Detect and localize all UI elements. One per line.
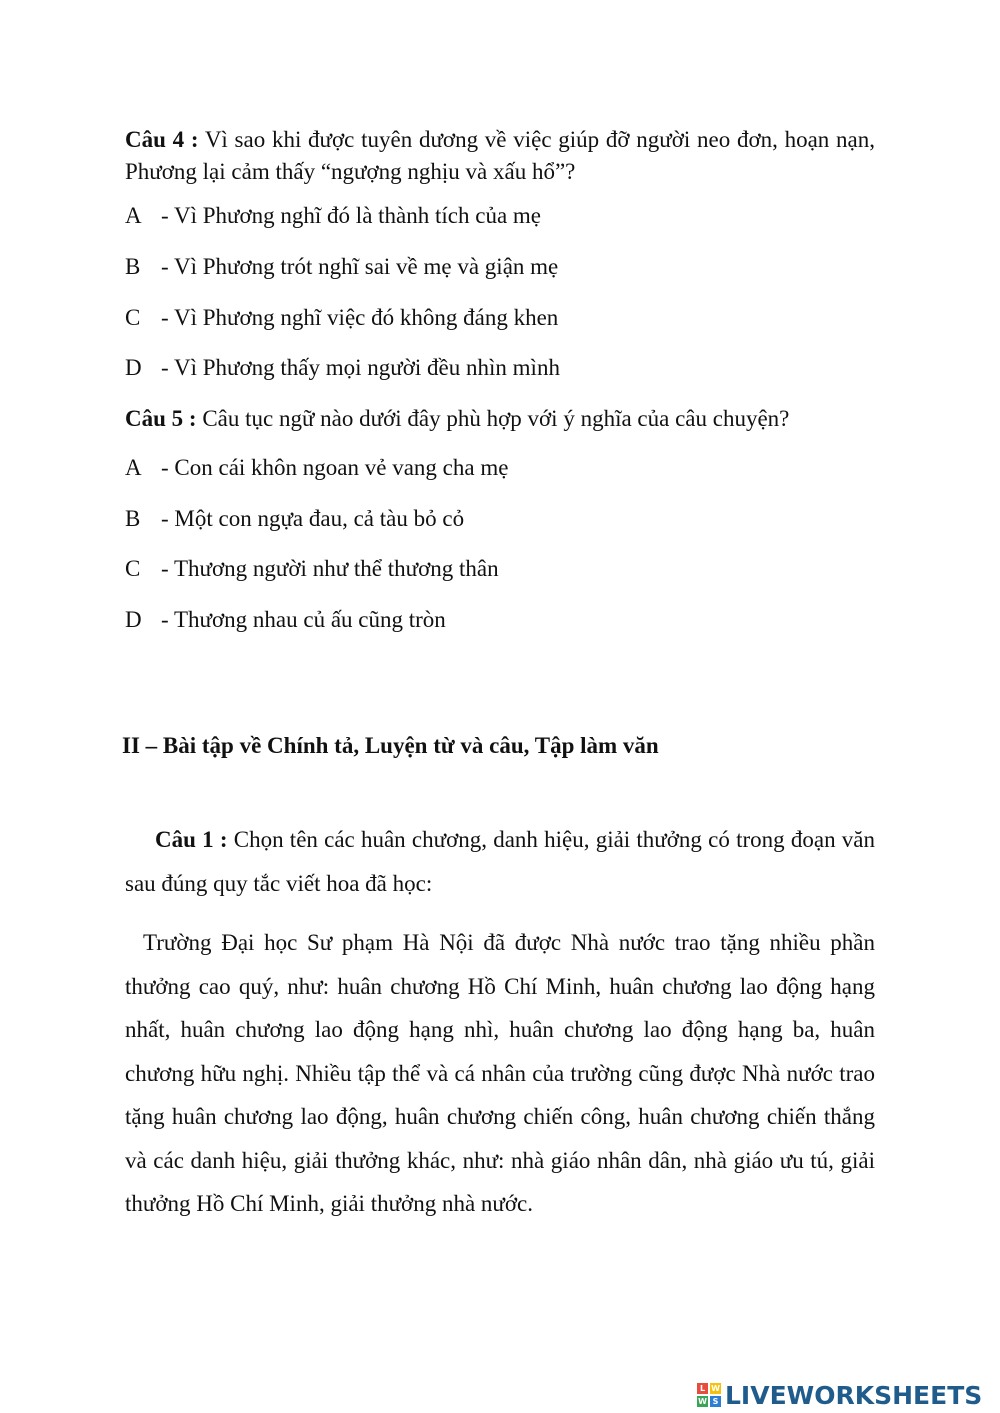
logo-tile: S	[710, 1396, 721, 1407]
question-4-option-b[interactable]	[125, 252, 558, 282]
logo-tile: L	[697, 1383, 708, 1394]
question-5-option-c[interactable]	[125, 554, 499, 584]
option-text: - Vì Phương nghĩ việc đó không đáng khen	[161, 305, 559, 330]
option-text: - Vì Phương nghĩ đó là thành tích của mẹ	[161, 203, 542, 228]
section-heading: II – Bài tập về Chính tả, Luyện từ và câu, Tập làm văn	[122, 733, 659, 758]
question-4-option-a[interactable]	[125, 201, 541, 231]
question-4-label: Câu 4 :	[125, 127, 199, 152]
logo-tile: W	[711, 1384, 720, 1393]
option-letter: D	[125, 607, 142, 632]
option-text: - Thương nhau củ ấu cũng tròn	[161, 607, 446, 632]
option-letter: B	[125, 254, 141, 279]
question-5	[125, 403, 875, 435]
option-letter: C	[125, 556, 141, 581]
option-text: - Vì Phương trót nghĩ sai về mẹ và giận mẹ	[161, 254, 559, 279]
option-text: - Thương người như thể thương thân	[161, 556, 499, 581]
question-5-option-a[interactable]	[125, 453, 508, 483]
logo-mark	[697, 1383, 721, 1407]
option-letter: A	[125, 203, 142, 228]
exercise-1-label: Câu 1 :	[155, 827, 228, 852]
option-letter: C	[125, 305, 141, 330]
exercise-1-passage	[125, 921, 875, 1226]
option-text: - Con cái khôn ngoan vẻ vang cha mẹ	[161, 455, 509, 480]
exercise-1	[125, 818, 875, 906]
option-letter: B	[125, 506, 141, 531]
logo-text: LIVEWORKSHEETS	[725, 1380, 983, 1410]
option-text: - Vì Phương thấy mọi người đều nhìn mình	[161, 355, 560, 380]
question-5-option-d[interactable]	[125, 605, 446, 635]
question-4	[125, 124, 875, 188]
question-4-text: Vì sao khi được tuyên dương về việc giúp đỡ người neo đơn, hoạn nạn, Phương lại cảm thấy “ngượng nghịu và xấu hổ”?	[125, 127, 875, 184]
liveworksheets-logo	[697, 1377, 982, 1413]
option-letter: A	[125, 455, 142, 480]
option-letter: D	[125, 355, 142, 380]
exercise-1-text: Chọn tên các huân chương, danh hiệu, giải thưởng có trong đoạn văn sau đúng quy tắc viết hoa đã học:	[125, 827, 875, 896]
question-5-option-b[interactable]	[125, 504, 464, 534]
logo-tile: W	[698, 1397, 707, 1406]
question-5-text: Câu tục ngữ nào dưới đây phù hợp với ý nghĩa của câu chuyện?	[196, 406, 790, 431]
question-4-option-d[interactable]	[125, 353, 560, 383]
option-text: - Một con ngựa đau, cả tàu bỏ cỏ	[161, 506, 465, 531]
question-4-option-c[interactable]	[125, 303, 558, 333]
question-5-label: Câu 5 :	[125, 406, 197, 431]
passage-text: Trường Đại học Sư phạm Hà Nội đã được Nhà nước trao tặng nhiều phần thưởng cao quý, như: huân chương Hồ Chí Minh, huân chương lao động hạng nhất, huân chương lao động hạng nhì, huân chương lao động hạng ba, huân chương hữu nghị. Nhiều tập thể và cá nhân của trường cũng được Nhà nước trao tặng huân chương lao động, huân chương chiến công, huân chương chiến thắng và các danh hiệu, giải thưởng khác, như: nhà giáo nhân dân, nhà giáo ưu tú, giải thưởng Hồ Chí Minh, giải thưởng nhà nước.	[125, 930, 875, 1216]
